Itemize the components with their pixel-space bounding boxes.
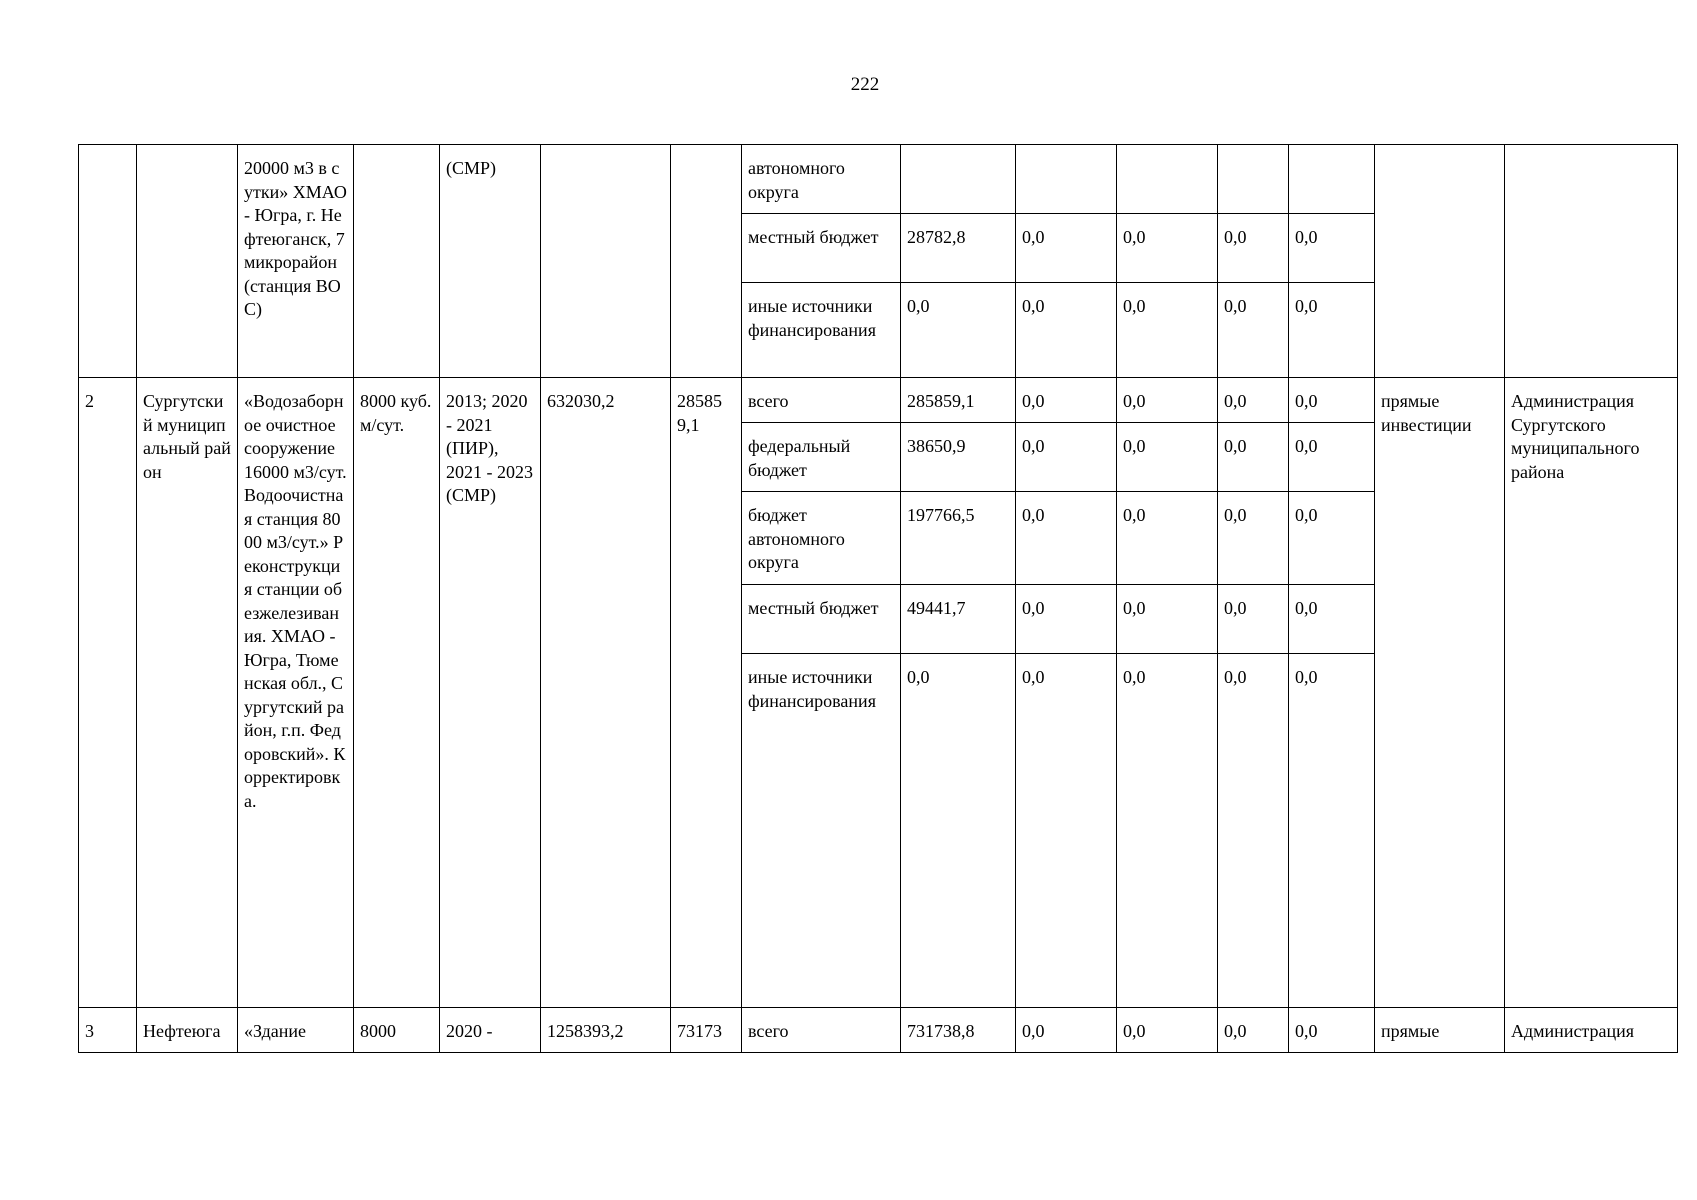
object-cell: «Здание [238, 1008, 354, 1053]
funding-year-1-cell: 0,0 [1016, 423, 1117, 492]
funding-year-1-cell [1016, 145, 1117, 214]
funding-total-cell: 38650,9 [901, 423, 1016, 492]
funding-year-1-cell: 0,0 [1016, 283, 1117, 378]
funding-total-cell [901, 145, 1016, 214]
object-cell: «Водозаборное очистное сооружение 16000 м3/сут. Водоочистная станция 8000 м3/сут.» Реконструкция станции обезжелезивания. ХМАО - Югра, Тюменская обл., Сургутский район, г.п. Федоровский». Корректировка. [238, 378, 354, 1008]
funding-total-cell: 0,0 [901, 654, 1016, 1008]
estimated-cost-cell: 632030,2 [541, 378, 671, 1008]
funding-total-cell: 49441,7 [901, 585, 1016, 654]
funding-year-3-cell: 0,0 [1218, 585, 1289, 654]
funding-source-cell: всего [742, 1008, 901, 1053]
funding-year-3-cell: 0,0 [1218, 423, 1289, 492]
investment-form-cell [1375, 145, 1505, 378]
funding-source-cell: местный бюджет [742, 214, 901, 283]
funding-year-4-cell: 0,0 [1289, 378, 1375, 423]
funding-year-4-cell: 0,0 [1289, 585, 1375, 654]
responsible-cell: Администрация [1505, 1008, 1678, 1053]
funding-year-4-cell: 0,0 [1289, 283, 1375, 378]
remaining-cost-cell [671, 145, 742, 378]
funding-year-2-cell [1117, 145, 1218, 214]
funding-year-1-cell: 0,0 [1016, 492, 1117, 585]
funding-source-cell: автономного округа [742, 145, 901, 214]
funding-source-cell: бюджет автономного округа [742, 492, 901, 585]
remaining-cost-cell: 285859,1 [671, 378, 742, 1008]
municipality-cell: Сургутский муниципальный район [137, 378, 238, 1008]
funding-year-4-cell: 0,0 [1289, 492, 1375, 585]
remaining-cost-cell: 73173 [671, 1008, 742, 1053]
funding-source-cell: иные источники финансирования [742, 283, 901, 378]
funding-total-cell: 197766,5 [901, 492, 1016, 585]
object-cell: 20000 м3 в сутки» ХМАО - Югра, г. Нефтеюганск, 7 микрорайон (станция ВОС) [238, 145, 354, 378]
funding-total-cell: 0,0 [901, 283, 1016, 378]
funding-source-cell: федеральный бюджет [742, 423, 901, 492]
capacity-cell [354, 145, 440, 378]
funding-year-1-cell: 0,0 [1016, 1008, 1117, 1053]
funding-year-2-cell: 0,0 [1117, 214, 1218, 283]
funding-year-3-cell: 0,0 [1218, 492, 1289, 585]
funding-year-1-cell: 0,0 [1016, 654, 1117, 1008]
responsible-cell [1505, 145, 1678, 378]
funding-year-3-cell: 0,0 [1218, 283, 1289, 378]
funding-year-2-cell: 0,0 [1117, 378, 1218, 423]
investment-table [78, 144, 1678, 1053]
funding-year-3-cell: 0,0 [1218, 214, 1289, 283]
funding-year-2-cell: 0,0 [1117, 423, 1218, 492]
responsible-cell: Администрация Сургутского муниципального района [1505, 378, 1678, 1008]
table-row [79, 1008, 1678, 1053]
funding-year-1-cell: 0,0 [1016, 378, 1117, 423]
estimated-cost-cell [541, 145, 671, 378]
table-row [79, 378, 1678, 423]
funding-year-4-cell: 0,0 [1289, 1008, 1375, 1053]
funding-total-cell: 731738,8 [901, 1008, 1016, 1053]
investment-form-cell: прямые [1375, 1008, 1505, 1053]
funding-year-3-cell [1218, 145, 1289, 214]
funding-year-3-cell: 0,0 [1218, 378, 1289, 423]
funding-year-2-cell: 0,0 [1117, 492, 1218, 585]
funding-year-1-cell: 0,0 [1016, 585, 1117, 654]
funding-year-2-cell: 0,0 [1117, 1008, 1218, 1053]
row-number-cell: 2 [79, 378, 137, 1008]
funding-year-2-cell: 0,0 [1117, 585, 1218, 654]
funding-total-cell: 285859,1 [901, 378, 1016, 423]
page-number: 222 [850, 74, 880, 95]
period-cell: (СМР) [440, 145, 541, 378]
row-number-cell [79, 145, 137, 378]
funding-source-cell: всего [742, 378, 901, 423]
capacity-cell: 8000 [354, 1008, 440, 1053]
funding-source-cell: местный бюджет [742, 585, 901, 654]
table-row [79, 145, 1678, 214]
funding-year-2-cell: 0,0 [1117, 283, 1218, 378]
funding-year-2-cell: 0,0 [1117, 654, 1218, 1008]
municipality-cell: Нефтеюга [137, 1008, 238, 1053]
funding-year-4-cell: 0,0 [1289, 654, 1375, 1008]
funding-year-4-cell [1289, 145, 1375, 214]
funding-total-cell: 28782,8 [901, 214, 1016, 283]
funding-year-3-cell: 0,0 [1218, 654, 1289, 1008]
funding-source-cell: иные источники финансирования [742, 654, 901, 1008]
period-cell: 2020 - [440, 1008, 541, 1053]
funding-year-4-cell: 0,0 [1289, 214, 1375, 283]
municipality-cell [137, 145, 238, 378]
investment-form-cell: прямые инвестиции [1375, 378, 1505, 1008]
funding-year-4-cell: 0,0 [1289, 423, 1375, 492]
estimated-cost-cell: 1258393,2 [541, 1008, 671, 1053]
funding-year-3-cell: 0,0 [1218, 1008, 1289, 1053]
capacity-cell: 8000 куб. м/сут. [354, 378, 440, 1008]
funding-year-1-cell: 0,0 [1016, 214, 1117, 283]
period-cell: 2013; 2020 - 2021 (ПИР), 2021 - 2023 (СМР) [440, 378, 541, 1008]
row-number-cell: 3 [79, 1008, 137, 1053]
